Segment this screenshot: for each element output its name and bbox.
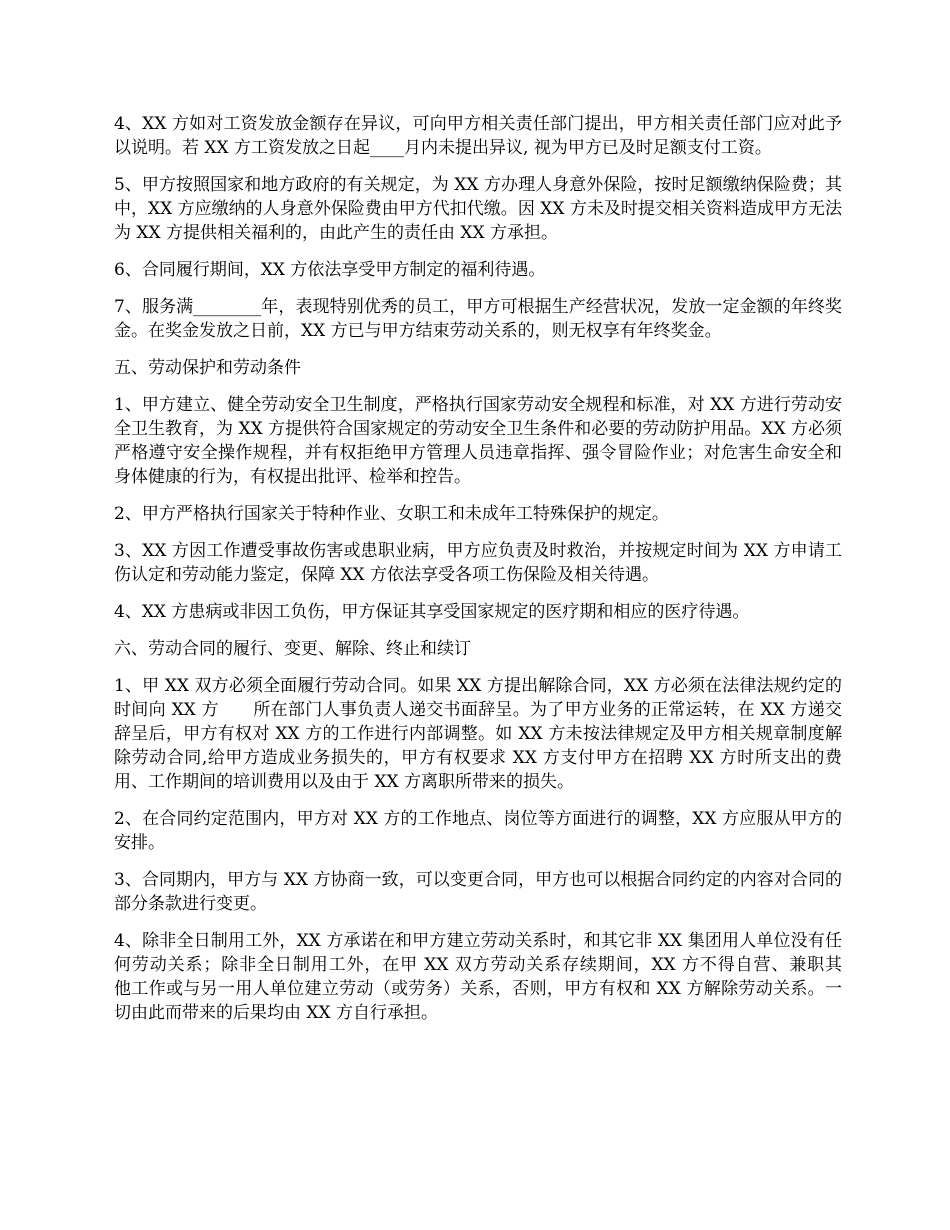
section-heading-contract-changes: 六、劳动合同的履行、变更、解除、终止和续订 (114, 639, 471, 659)
document-body (114, 112, 876, 1038)
paragraph-contract-modification: 3、合同期内，甲方与 XX 方协商一致，可以变更合同，甲方也可以根据合同约定的内容对合同的部分条款进行变更。 (114, 870, 842, 914)
paragraph-year-end-bonus: 7、服务满________年，表现特别优秀的员工，甲方可根据生产经营状况，发放一定金额的年终奖金。在奖金发放之日前，XX 方已与甲方结束劳动关系的，则无权享有年终奖金。 (114, 297, 842, 341)
paragraph-welfare: 6、合同履行期间，XX 方依法享受甲方制定的福利待遇。 (114, 260, 546, 280)
paragraph-accident-insurance: 5、甲方按照国家和地方政府的有关规定，为 XX 方办理人身意外保险，按时足额缴纳保险费；其中，XX 方应缴纳的人身意外保险费由甲方代扣代缴。因 XX 方未及时提交相关资料造成甲方无法为 XX 方提供相关福利的，由此产生的责任由 XX 方承担。 (114, 175, 842, 243)
paragraph-illness: 4、XX 方患病或非因工负伤，甲方保证其享受国家规定的医疗期和相应的医疗待遇。 (114, 602, 750, 622)
paragraph-exclusive-employment: 4、除非全日制用工外，XX 方承诺在和甲方建立劳动关系时，和其它非 XX 集团用人单位没有任何劳动关系；除非全日制用工外，在甲 XX 双方劳动关系存续期间，XX 方不得自营、兼职其 他工作或与另一用人单位建立劳动（或劳务）关系，否则，甲方有权和 XX 方解除劳动关系。一切由此而带来的后果均由 XX 方自行承担。 (114, 931, 876, 1023)
section-heading-labor-protection: 五、劳动保护和劳动条件 (114, 358, 301, 378)
paragraph-special-protection: 2、甲方严格执行国家关于特种作业、女职工和未成年工特殊保护的规定。 (114, 504, 669, 524)
paragraph-contract-performance: 1、甲 XX 双方必须全面履行劳动合同。如果 XX 方提出解除合同，XX 方必须在法律法规约定的时间向 XX 方 所在部门人事负责人递交书面辞呈。为了甲方业务的正常运转，在 XX 方递交辞呈后，甲方有权对 XX 方的工作进行内部调整。如 XX 方未按法律规定及甲方相关规章制度解除劳动合同,给甲方造成业务损失的，甲方有权要求 XX 方支付甲方在招聘 XX 方时所支出的费用、工作期间的培训费用以及由于 XX 方离职所带来的损失。 (114, 676, 842, 792)
paragraph-wage-dispute: 4、XX 方如对工资发放金额存在异议，可向甲方相关责任部门提出，甲方相关责任部门应对此予以说明。若 XX 方工资发放之日起____月内未提出异议, 视为甲方已及时足额支付工资。 (114, 114, 842, 158)
paragraph-work-adjustment: 2、在合同约定范围内，甲方对 XX 方的工作地点、岗位等方面进行的调整，XX 方应服从甲方的安排。 (114, 809, 842, 853)
paragraph-work-injury: 3、XX 方因工作遭受事故伤害或患职业病，甲方应负责及时救治，并按规定时间为 XX 方申请工伤认定和劳动能力鉴定，保障 XX 方依法享受各项工伤保险及相关待遇。 (114, 541, 842, 585)
paragraph-safety-system: 1、甲方建立、健全劳动安全卫生制度，严格执行国家劳动安全规程和标准，对 XX 方进行劳动安全卫生教育，为 XX 方提供符合国家规定的劳动安全卫生条件和必要的劳动防护用品。XX 方必须严格遵守安全操作规程，并有权拒绝甲方管理人员违章指挥、强令冒险作业；对危害生命安全和身体健康的行为，有权提出批评、检举和控告。 (114, 395, 842, 487)
